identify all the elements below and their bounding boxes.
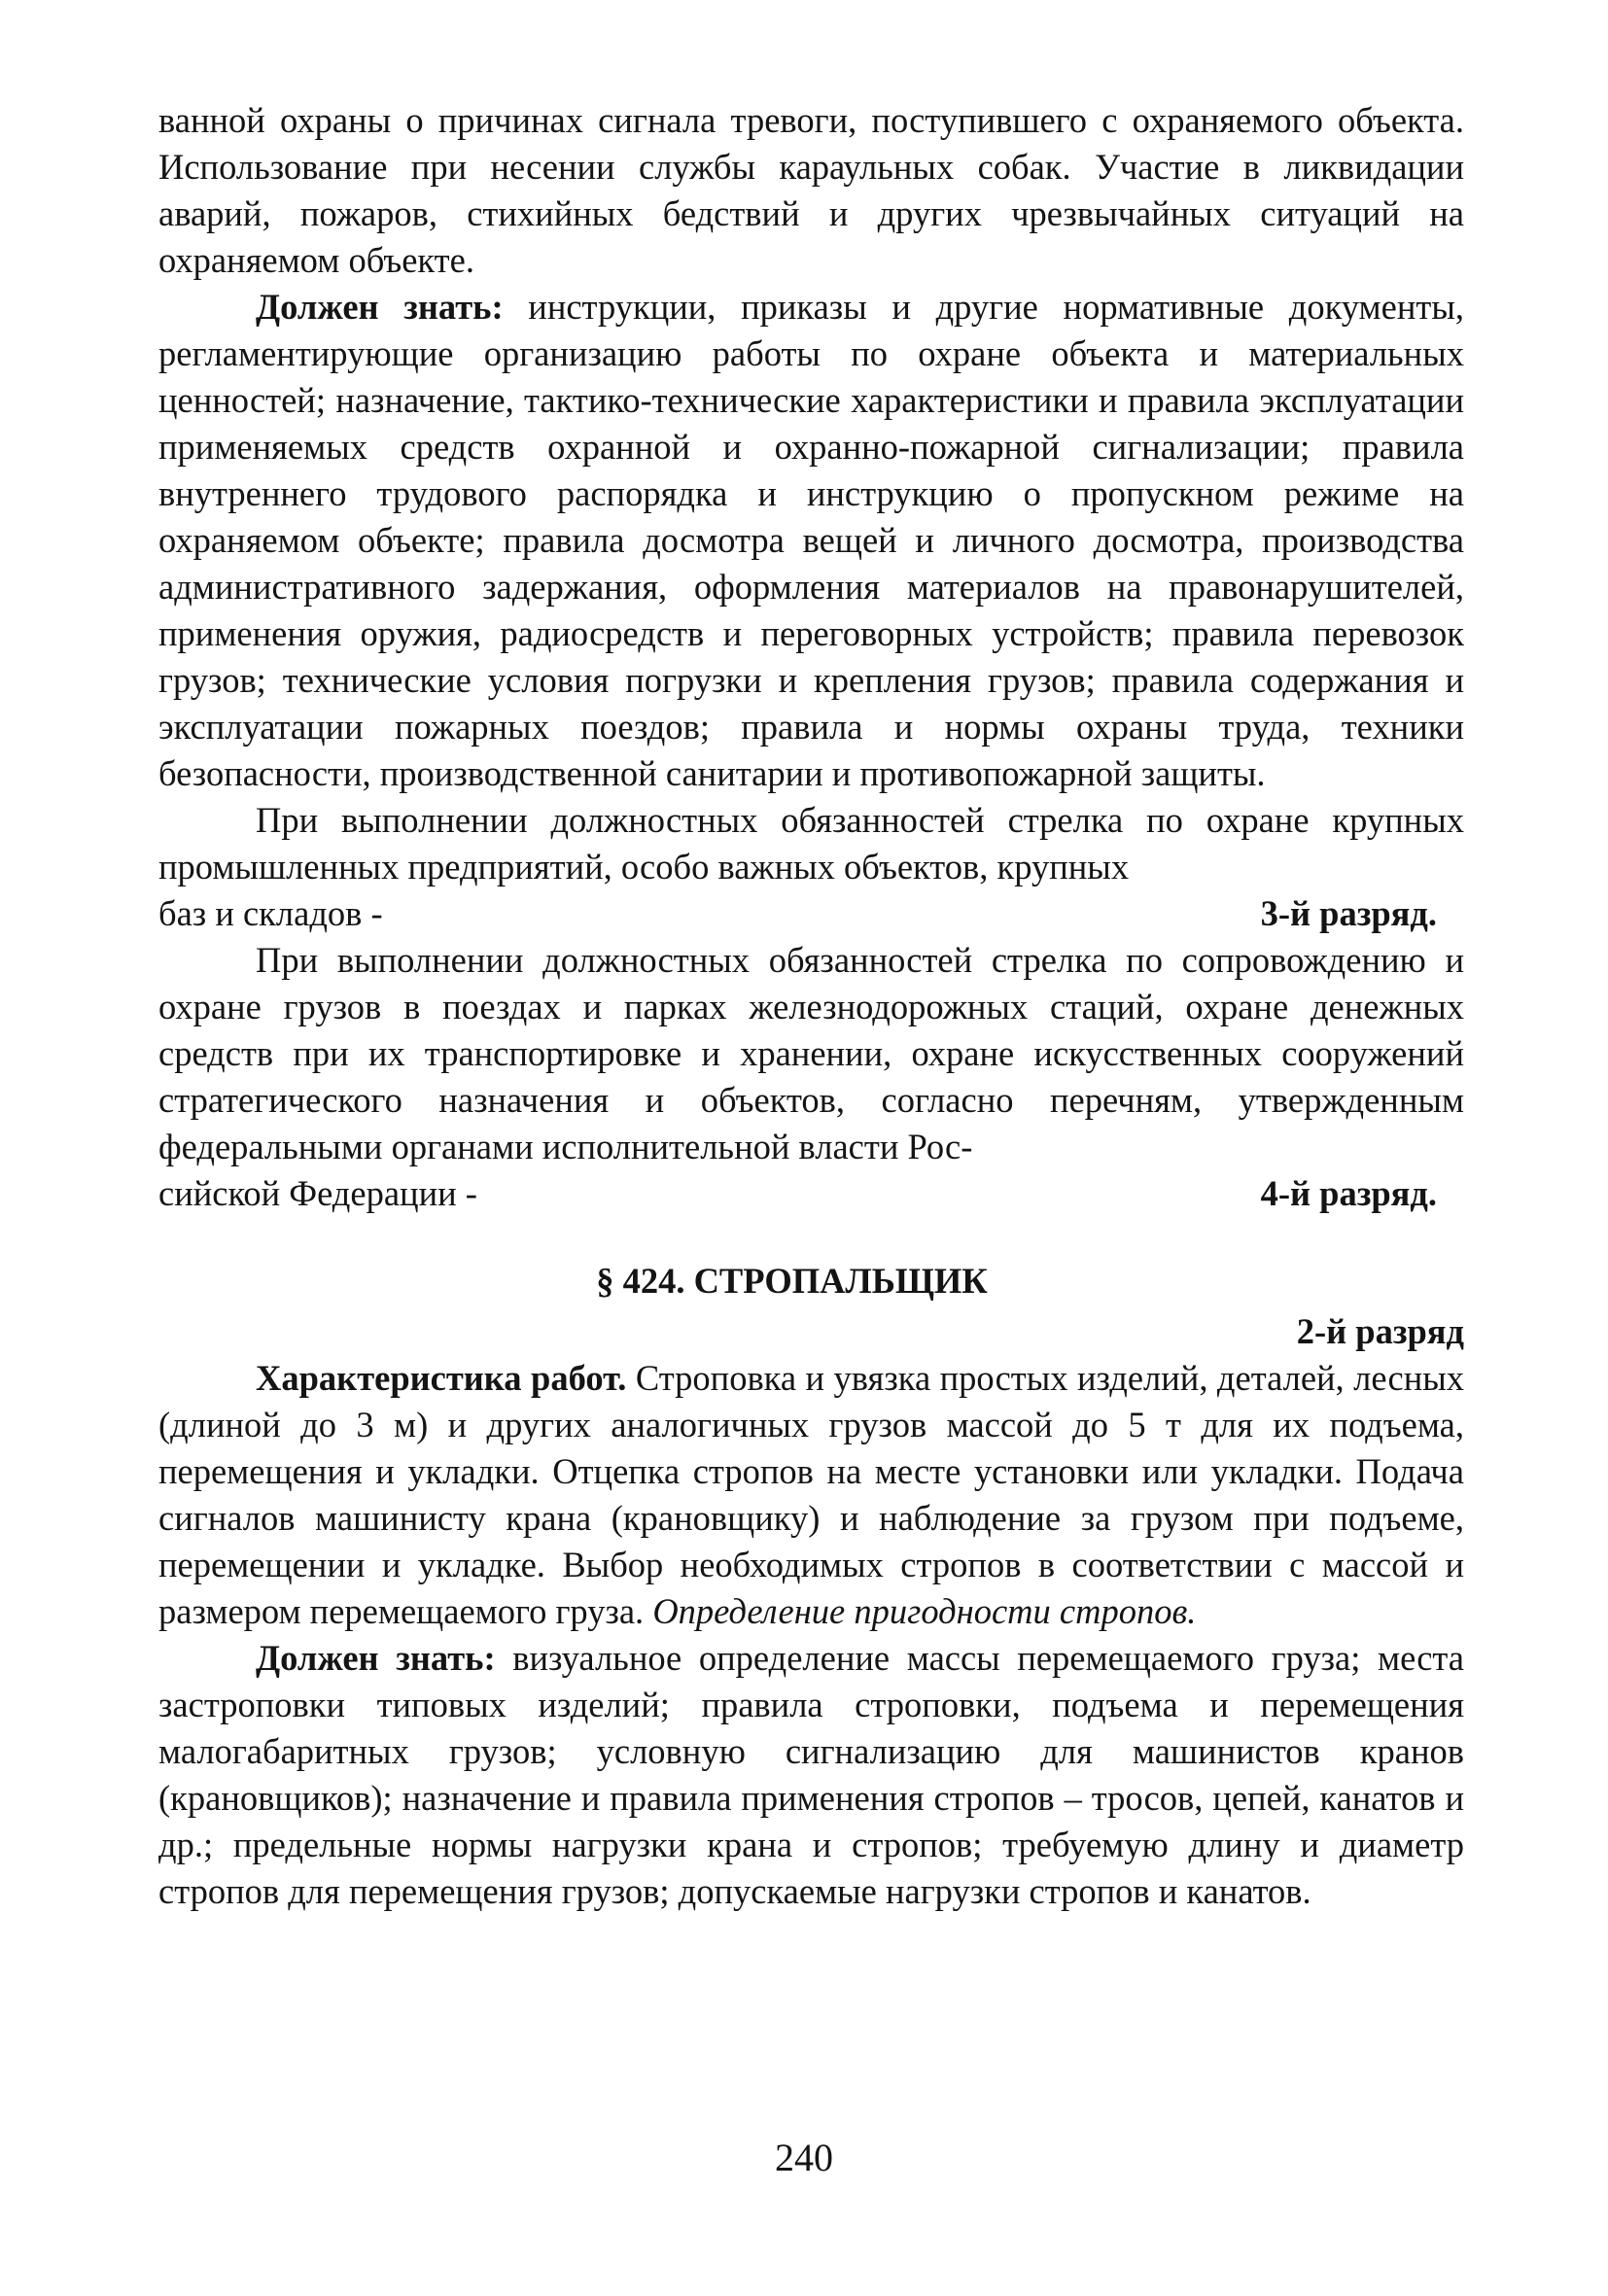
- document-page: [158, 97, 1464, 1915]
- grade-4-line: [158, 1170, 1464, 1217]
- grade-4-line-text: сийской Федерации -: [158, 1173, 477, 1213]
- work-characteristics-text: Строповка и увязка простых изделий, деталей, лесных (длиной до 3 м) и других аналогичных грузов массой до 5 т для их подъема, перемещения и укладки. Отцепка стропов на месте установки или укладки. Подача сигналов машинисту крана (крановщику) и наблюдение за грузом при подъеме, перемещении и укладке. Выбор необходимых стропов в соответствии с массой и размером перемещаемого груза.: [158, 1358, 1464, 1631]
- must-know-text: инструкции, приказы и другие нормативные документы, регламентирующие организацию работы по охране объекта и материальных ценностей; назначение, тактико-технические характеристики и правила эксплуатации применяемых средств охранной и охранно-пожарной сигнализации; правила внутреннего трудового распорядка и инструкцию о пропускном режиме на охраняемом объекте; правила досмотра вещей и личного досмотра, производства административного задержания, оформления материалов на правонарушителей, применения оружия, радиосредств и переговорных устройств; правила перевозок грузов; технические условия погрузки и крепления грузов; правила содержания и эксплуатации пожарных поездов; правила и нормы охраны труда, техники безопасности, производственной санитарии и противопожарной защиты.: [158, 287, 1464, 793]
- must-know-text-2: визуальное определение массы перемещаемого груза; места застроповки типовых изделий; правила строповки, подъема и перемещения малогабаритных грузов; условную сигнализацию для машинистов кранов (крановщиков); назначение и правила применения стропов – тросов, цепей, канатов и др.; предельные нормы нагрузки крана и стропов; требуемую длину и диаметр стропов для перемещения грузов; допускаемые нагрузки стропов и канатов.: [158, 1638, 1464, 1911]
- must-know-label-2: Должен знать:: [256, 1638, 496, 1678]
- grade-3-label: 3-й разряд.: [1260, 893, 1437, 933]
- grade-heading: 2-й разряд: [1296, 1311, 1464, 1351]
- grade-4-paragraph: При выполнении должностных обязанностей стрелка по сопровождению и охране грузов в поездах и парках железнодорожных стаций, охране денежных средств при их транспортировке и хранении, охране искусственных сооружений стратегического назначения и объектов, согласно перечням, утвержденным федеральными органами исполнительной власти Рос-: [158, 940, 1464, 1166]
- must-know-paragraph-2: [158, 1635, 1464, 1915]
- grade-3-line: [158, 890, 1464, 937]
- work-characteristics-italic: Определение пригодности стропов.: [652, 1591, 1197, 1631]
- section-title: § 424. СТРОПАЛЬЩИК: [596, 1261, 988, 1301]
- grade-3-paragraph: При выполнении должностных обязанностей стрелка по охране крупных промышленных предприятий, особо важных объектов, крупных: [158, 800, 1464, 887]
- must-know-paragraph-1: [158, 284, 1464, 797]
- must-know-label: Должен знать:: [256, 287, 504, 327]
- page-number: 240: [775, 2136, 833, 2179]
- continuation-paragraph: ванной охраны о причинах сигнала тревоги, поступившего с охраняемого объекта. Использование при несении службы караульных собак. Участие в ликвидации аварий, пожаров, стихийных бедствий и других чрезвычайных ситуаций на охраняемом объекте.: [158, 100, 1464, 280]
- work-characteristics-label: Характеристика работ.: [256, 1358, 627, 1398]
- grade-3-line-text: баз и складов -: [158, 893, 383, 933]
- work-characteristics-paragraph: [158, 1355, 1464, 1635]
- grade-4-label: 4-й разряд.: [1260, 1173, 1437, 1213]
